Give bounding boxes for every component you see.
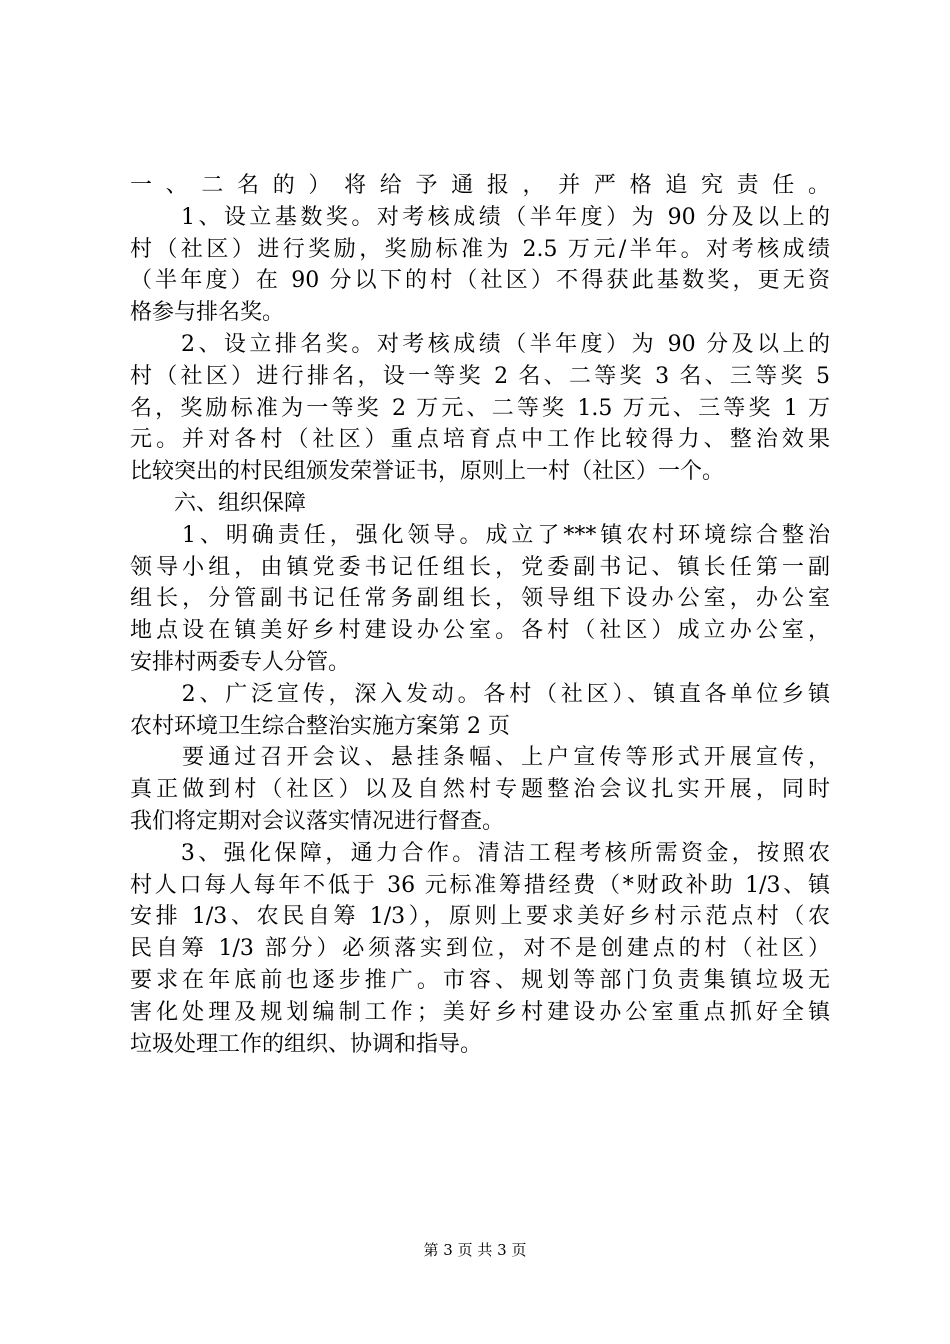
text-line: 3、强化保障，通力合作。清洁工程考核所需资金，按照农 xyxy=(130,840,830,866)
text-line: 地点设在镇美好乡村建设办公室。各村（社区）成立办公室， xyxy=(130,618,830,644)
text-line: 2、广泛宣传，深入发动。各村（社区）、镇直各单位乡镇 xyxy=(130,681,830,707)
text-line: 2、设立排名奖。对考核成绩（半年度）为 90 分及以上的 xyxy=(130,331,830,357)
text-line: 要求在年底前也逐步推广。市容、规划等部门负责集镇垃圾无 xyxy=(130,967,830,993)
text-line: 村（社区）进行奖励，奖励标准为 2.5 万元/半年。对考核成绩 xyxy=(130,236,830,262)
text-line: 村（社区）进行排名，设一等奖 2 名、二等奖 3 名、三等奖 5 xyxy=(130,363,830,389)
text-line: 村人口每人每年不低于 36 元标准筹措经费（*财政补助 1/3、镇 xyxy=(130,872,830,898)
text-line: 我们将定期对会议落实情况进行督查。 xyxy=(130,808,505,834)
text-line: 真正做到村（社区）以及自然村专题整治会议扎实开展，同时 xyxy=(130,777,830,803)
text-line: （半年度）在 90 分以下的村（社区）不得获此基数奖，更无资 xyxy=(130,268,830,294)
text-line: 比较突出的村民组颁发荣誉证书，原则上一村（社区）一个。 xyxy=(130,459,725,485)
text-line: 1、设立基数奖。对考核成绩（半年度）为 90 分及以上的 xyxy=(130,204,830,230)
section-heading: 六、组织保障 xyxy=(130,490,307,516)
text-line: 垃圾处理工作的组织、协调和指导。 xyxy=(130,1031,483,1057)
text-line: 要通过召开会议、悬挂条幅、上户宣传等形式开展宣传， xyxy=(130,745,830,771)
text-line: 领导小组，由镇党委书记任组长，党委副书记、镇长任第一副 xyxy=(130,554,830,580)
text-line: 农村环境卫生综合整治实施方案第 2 页 xyxy=(130,713,510,739)
page-number-footer: 第 3 页 共 3 页 xyxy=(423,1241,527,1259)
text-line: 组长，分管副书记任常务副组长，领导组下设办公室，办公室 xyxy=(130,586,830,612)
text-line: 名，奖励标准为一等奖 2 万元、二等奖 1.5 万元、三等奖 1 万 xyxy=(130,395,830,421)
document-body xyxy=(130,170,830,1060)
text-line: 格参与排名奖。 xyxy=(130,300,285,326)
text-line: 元。并对各村（社区）重点培育点中工作比较得力、整治效果 xyxy=(130,427,830,453)
text-line: 民自筹 1/3 部分）必须落实到位，对不是创建点的村（社区） xyxy=(130,936,830,962)
text-line: 害化处理及规划编制工作；美好乡村建设办公室重点抓好全镇 xyxy=(130,999,830,1025)
text-line: 一、二名的）将给予通报，并严格追究责任。 xyxy=(130,173,830,198)
text-line: 1、明确责任，强化领导。成立了***镇农村环境综合整治 xyxy=(130,522,830,548)
text-line: 安排村两委专人分管。 xyxy=(130,649,351,675)
text-line: 安排 1/3、农民自筹 1/3），原则上要求美好乡村示范点村（农 xyxy=(130,904,830,930)
